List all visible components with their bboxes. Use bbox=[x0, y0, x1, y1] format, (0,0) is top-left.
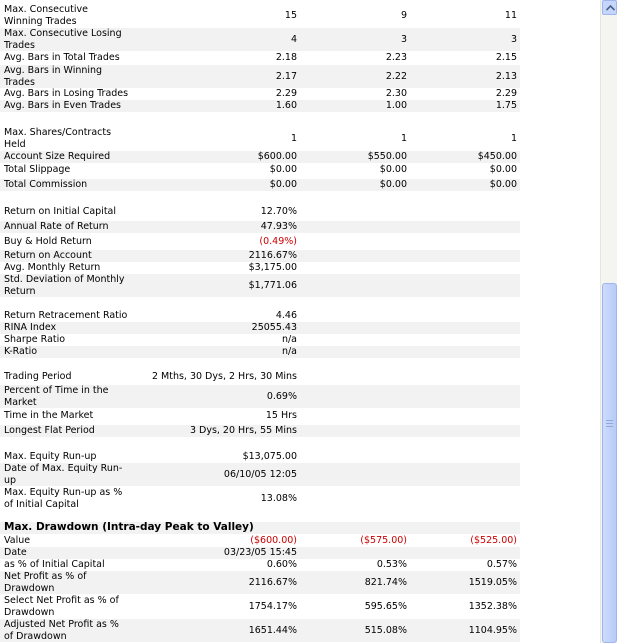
stat-row bbox=[0, 595, 520, 618]
stat-label: Time in the Market bbox=[4, 410, 94, 421]
stat-row bbox=[0, 151, 520, 163]
stat-row bbox=[0, 346, 520, 358]
stat-label: Adjusted Net Profit as % of Drawdown bbox=[4, 619, 119, 642]
vertical-scrollbar[interactable] bbox=[600, 0, 617, 643]
stat-label: Date bbox=[4, 547, 27, 558]
stat-label: Total Slippage bbox=[4, 164, 71, 175]
stat-label: as % of Initial Capital bbox=[4, 559, 105, 570]
stat-label: RINA Index bbox=[4, 322, 57, 333]
value-short-trades: $0.00 bbox=[489, 179, 517, 190]
value-long-trades: $0.00 bbox=[379, 164, 407, 175]
value-short-trades: 2.13 bbox=[495, 71, 517, 82]
stat-row bbox=[0, 322, 520, 334]
stat-row bbox=[0, 28, 520, 51]
stat-label: Return Retracement Ratio bbox=[4, 310, 128, 321]
value-long-trades: 2.22 bbox=[385, 71, 407, 82]
stat-row bbox=[0, 451, 520, 463]
stat-label: Account Size Required bbox=[4, 151, 111, 162]
stat-label: Avg. Bars in Even Trades bbox=[4, 100, 121, 111]
value-short-trades: $450.00 bbox=[477, 151, 517, 162]
value-long-trades: 821.74% bbox=[364, 577, 407, 588]
stat-label: Buy & Hold Return bbox=[4, 236, 92, 247]
value-short-trades: 11 bbox=[504, 10, 517, 21]
value-all-trades: 0.69% bbox=[266, 391, 297, 402]
stat-row bbox=[0, 274, 520, 297]
stat-label: Std. Deviation of Monthly Return bbox=[4, 274, 125, 297]
stat-label: Avg. Bars in Total Trades bbox=[4, 52, 120, 63]
value-all-trades: 15 bbox=[284, 10, 297, 21]
value-all-trades: (0.49%) bbox=[259, 236, 297, 247]
stat-row bbox=[0, 334, 520, 346]
value-all-trades: $600.00 bbox=[257, 151, 297, 162]
stat-label: Max. Consecutive Losing Trades bbox=[4, 28, 122, 51]
value-long-trades: 3 bbox=[400, 34, 407, 45]
value-short-trades: 1.75 bbox=[495, 100, 517, 111]
value-short-trades: 1104.95% bbox=[468, 625, 517, 636]
stat-label: Return on Account bbox=[4, 250, 92, 261]
value-all-trades: 2.18 bbox=[275, 52, 297, 63]
value-long-trades: 2.30 bbox=[385, 88, 407, 99]
value-all-trades: 2.17 bbox=[275, 71, 297, 82]
value-all-trades: 3 Dys, 20 Hrs, 55 Mins bbox=[189, 425, 297, 436]
stat-row bbox=[0, 619, 520, 642]
value-short-trades: 2.15 bbox=[495, 52, 517, 63]
value-long-trades: $0.00 bbox=[379, 179, 407, 190]
value-all-trades: 1 bbox=[290, 133, 297, 144]
scroll-thumb-grip bbox=[606, 420, 613, 428]
value-short-trades: $0.00 bbox=[489, 164, 517, 175]
value-all-trades: 13.08% bbox=[260, 493, 297, 504]
section-header-row bbox=[0, 522, 520, 534]
stat-row bbox=[0, 65, 520, 88]
stat-label: Avg. Monthly Return bbox=[4, 262, 101, 273]
value-all-trades: 2116.67% bbox=[248, 577, 297, 588]
scroll-up-button[interactable] bbox=[602, 0, 617, 15]
value-all-trades: $0.00 bbox=[269, 179, 297, 190]
stat-label: Sharpe Ratio bbox=[4, 334, 66, 345]
value-all-trades: $13,075.00 bbox=[242, 451, 297, 462]
value-short-trades: 1519.05% bbox=[468, 577, 517, 588]
value-all-trades: n/a bbox=[281, 346, 297, 357]
stat-label: Percent of Time in the Market bbox=[4, 385, 109, 408]
value-short-trades: ($525.00) bbox=[470, 535, 517, 546]
stat-row bbox=[0, 4, 520, 27]
value-all-trades: 2116.67% bbox=[248, 250, 297, 261]
stat-row bbox=[0, 547, 520, 559]
value-all-trades: 47.93% bbox=[260, 221, 297, 232]
stat-row bbox=[0, 385, 520, 408]
value-all-trades: 1.60 bbox=[275, 100, 297, 111]
stat-label: Annual Rate of Return bbox=[4, 221, 109, 232]
stat-label: K-Ratio bbox=[4, 346, 38, 357]
stat-label: Trading Period bbox=[4, 371, 72, 382]
stat-row bbox=[0, 371, 520, 383]
stat-row bbox=[0, 571, 520, 594]
stat-label: Max. Consecutive Winning Trades bbox=[4, 4, 89, 27]
value-all-trades: 12.70% bbox=[260, 206, 297, 217]
value-long-trades: 595.65% bbox=[364, 601, 407, 612]
value-long-trades: ($575.00) bbox=[360, 535, 407, 546]
value-long-trades: 1 bbox=[400, 133, 407, 144]
stat-row bbox=[0, 88, 520, 100]
stat-label: Net Profit as % of Drawdown bbox=[4, 571, 87, 594]
stat-row bbox=[0, 410, 520, 422]
value-short-trades: 3 bbox=[510, 34, 517, 45]
stat-row bbox=[0, 179, 520, 191]
stat-row bbox=[0, 164, 520, 176]
scroll-thumb[interactable] bbox=[602, 283, 617, 643]
stat-row bbox=[0, 262, 520, 274]
chevron-up-icon bbox=[606, 5, 615, 11]
value-long-trades: 0.53% bbox=[376, 559, 407, 570]
value-short-trades: 2.29 bbox=[495, 88, 517, 99]
stat-row bbox=[0, 206, 520, 218]
value-all-trades: 15 Hrs bbox=[265, 410, 297, 421]
stat-row bbox=[0, 100, 520, 112]
stat-label: Max. Shares/Contracts Held bbox=[4, 127, 112, 150]
value-long-trades: 2.23 bbox=[385, 52, 407, 63]
value-all-trades: $3,175.00 bbox=[248, 262, 297, 273]
value-short-trades: 0.57% bbox=[486, 559, 517, 570]
stat-label: Return on Initial Capital bbox=[4, 206, 117, 217]
stat-label: Value bbox=[4, 535, 31, 546]
stat-row bbox=[0, 221, 520, 233]
stat-label: Select Net Profit as % of Drawdown bbox=[4, 595, 119, 618]
stat-label: Date of Max. Equity Run-up bbox=[4, 463, 123, 486]
stat-label: Avg. Bars in Winning Trades bbox=[4, 65, 103, 88]
value-all-trades: $1,771.06 bbox=[248, 280, 297, 291]
stat-row bbox=[0, 535, 520, 547]
value-all-trades: 2 Mths, 30 Dys, 2 Hrs, 30 Mins bbox=[151, 371, 297, 382]
value-all-trades: 2.29 bbox=[275, 88, 297, 99]
stat-row bbox=[0, 425, 520, 437]
stat-label: Max. Equity Run-up bbox=[4, 451, 97, 462]
value-all-trades: $0.00 bbox=[269, 164, 297, 175]
value-all-trades: 03/23/05 15:45 bbox=[223, 547, 297, 558]
stat-row bbox=[0, 463, 520, 486]
stat-row bbox=[0, 487, 520, 510]
value-long-trades: 9 bbox=[400, 10, 407, 21]
value-long-trades: 1.00 bbox=[385, 100, 407, 111]
value-all-trades: 1651.44% bbox=[248, 625, 297, 636]
value-short-trades: 1 bbox=[510, 133, 517, 144]
value-all-trades: ($600.00) bbox=[250, 535, 297, 546]
value-all-trades: 25055.43 bbox=[251, 322, 297, 333]
stat-label: Total Commission bbox=[4, 179, 88, 190]
stat-label: Longest Flat Period bbox=[4, 425, 95, 436]
value-short-trades: 1352.38% bbox=[468, 601, 517, 612]
value-all-trades: 4 bbox=[290, 34, 297, 45]
value-all-trades: 06/10/05 12:05 bbox=[223, 469, 297, 480]
section-header: Max. Drawdown (Intra-day Peak to Valley) bbox=[4, 521, 254, 533]
stat-label: Avg. Bars in Losing Trades bbox=[4, 88, 129, 99]
value-all-trades: 1754.17% bbox=[248, 601, 297, 612]
stat-row bbox=[0, 310, 520, 322]
stat-row bbox=[0, 52, 520, 64]
stat-row bbox=[0, 127, 520, 150]
stat-row bbox=[0, 250, 520, 262]
stat-label: Max. Equity Run-up as % of Initial Capital bbox=[4, 487, 123, 510]
value-long-trades: 515.08% bbox=[364, 625, 407, 636]
value-long-trades: $550.00 bbox=[367, 151, 407, 162]
stat-row bbox=[0, 559, 520, 571]
value-all-trades: 0.60% bbox=[266, 559, 297, 570]
value-all-trades: n/a bbox=[281, 334, 297, 345]
stat-row bbox=[0, 236, 520, 248]
value-all-trades: 4.46 bbox=[275, 310, 297, 321]
